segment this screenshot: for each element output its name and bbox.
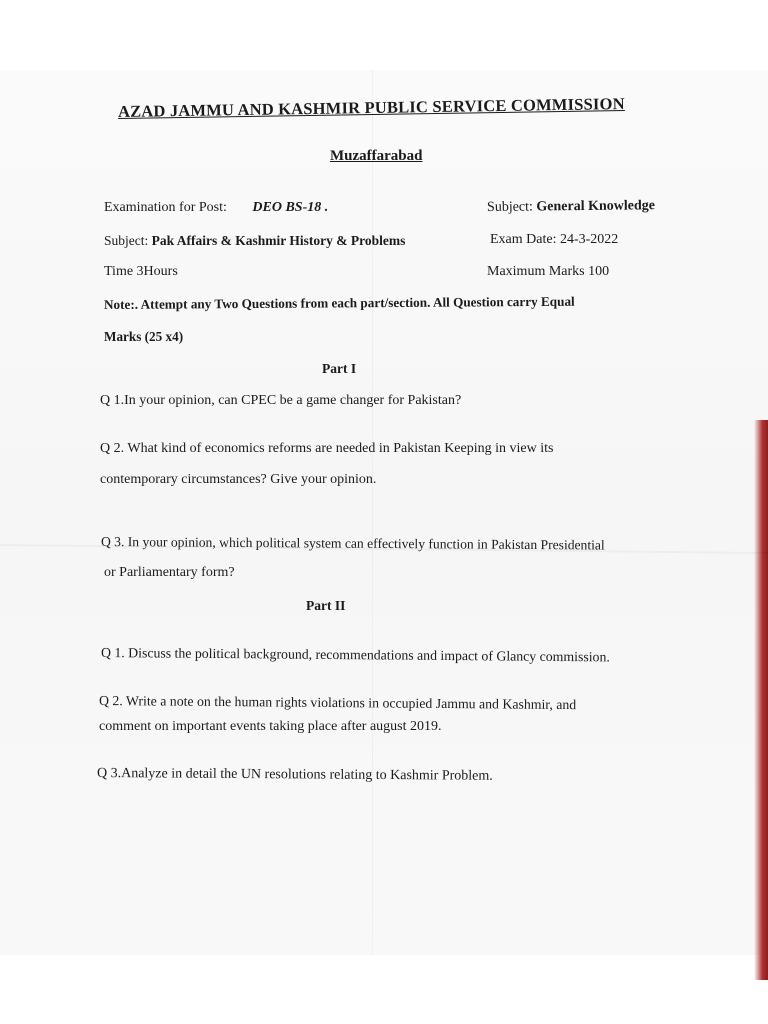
part-1-question-3-line-1: Q 3. In your opinion, which political system can effectively function in Pakistan Presidential xyxy=(100,534,605,553)
part-1-heading: Part I xyxy=(322,361,357,376)
exam-post-row xyxy=(104,200,328,216)
commission-title: AZAD JAMMU AND KASHMIR PUBLIC SERVICE COMMISSION xyxy=(117,94,625,121)
exam-date: Exam Date: 24-3-2022 xyxy=(490,232,619,247)
page-bottom-margin xyxy=(0,955,768,1024)
subject-pak-value: Pak Affairs & Kashmir History & Problems xyxy=(151,233,406,248)
exam-post-label: Examination for Post: xyxy=(104,200,227,215)
part-2-question-1: Q 1. Discuss the political background, recommendations and impact of Glancy commission. xyxy=(100,645,610,665)
city-name: Muzaffarabad xyxy=(330,148,423,164)
subject-pak-row xyxy=(104,233,405,249)
part-1-question-2-line-2: contemporary circumstances? Give your opinion. xyxy=(100,472,377,487)
page-top-margin xyxy=(0,0,768,70)
note-line-2: Marks (25 x4) xyxy=(104,329,184,344)
part-2-question-2-line-1: Q 2. Write a note on the human rights violations in occupied Jammu and Kashmir, and xyxy=(98,693,577,713)
exam-post-value: DEO BS-18 . xyxy=(252,200,329,215)
subject-general-value: General Knowledge xyxy=(536,198,656,215)
red-folder-edge xyxy=(754,420,768,980)
part-2-question-3: Q 3.Analyze in detail the UN resolutions relating to Kashmir Problem. xyxy=(96,766,493,784)
part-1-question-3-line-2: or Parliamentary form? xyxy=(104,565,235,580)
exam-time: Time 3Hours xyxy=(104,264,178,279)
part-2-heading: Part II xyxy=(306,598,346,613)
part-1-question-2-line-1: Q 2. What kind of economics reforms are needed in Pakistan Keeping in view its xyxy=(100,441,554,456)
part-1-question-1: Q 1.In your opinion, can CPEC be a game changer for Pakistan? xyxy=(100,393,462,408)
paper-fold-vertical xyxy=(372,70,373,955)
subject-general-label: Subject: xyxy=(486,199,533,215)
subject-general-row xyxy=(487,198,655,216)
maximum-marks: Maximum Marks 100 xyxy=(487,264,610,279)
part-2-question-2-line-2: comment on important events taking place after august 2019. xyxy=(99,719,442,734)
note-line-1: Note:. Attempt any Two Questions from each part/section. All Question carry Equal xyxy=(103,293,575,312)
subject-pak-label: Subject: xyxy=(104,233,149,248)
